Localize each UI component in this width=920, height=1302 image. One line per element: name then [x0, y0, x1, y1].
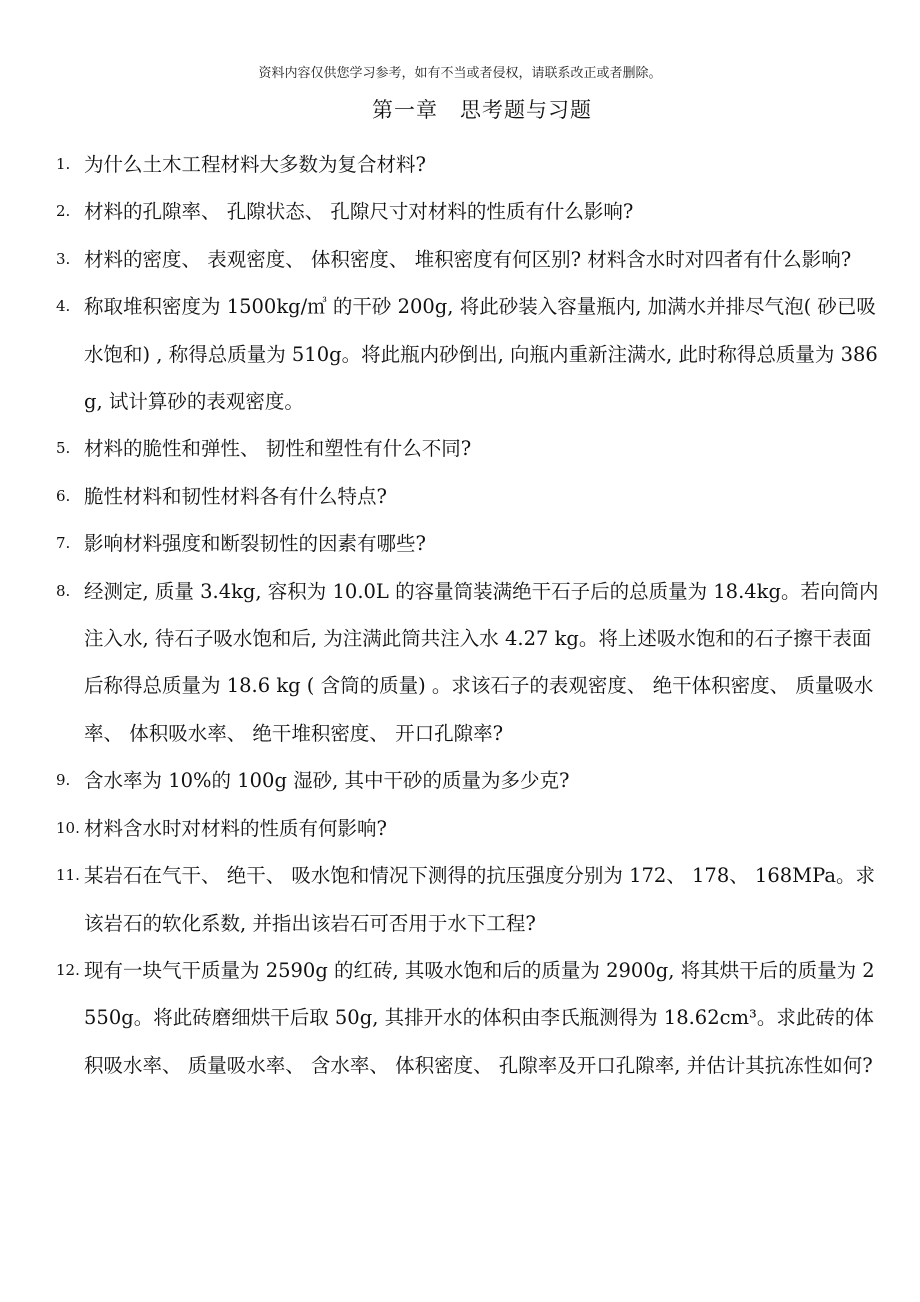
copyright-notice: 资料内容仅供您学习参考，如有不当或者侵权，请联系改正或者删除。 [258, 66, 662, 81]
question-text: 脆性材料和韧性材料各有什么特点? [84, 484, 387, 508]
question-text: 某岩石在气干、 绝干、 吸水饱和情况下测得的抗压强度分别为 172、 178、 168MPa。求该岩石的软化系数, 并指出该岩石可否用于水下工程? [84, 864, 875, 935]
question-item [0, 757, 920, 804]
question-number: 1. [56, 155, 71, 173]
question-list [0, 141, 920, 1089]
question-text: 经测定, 质量 3.4kg, 容积为 10.0L 的容量筒装满绝干石子后的总质量为 18.4kg。若向筒内注入水, 待石子吸水饱和后, 为注满此筒共注入水 4.27 kg。将上述吸水饱和的石子擦干表面后称得总质量为 18.6 kg ( 含筒的质量) 。求该石子的表观密度、 绝干体积密度、 质量吸水率、 体积吸水率、 绝干堆积密度、 开口孔隙率? [84, 579, 879, 745]
question-number: 5. [56, 439, 71, 458]
question-number: 11. [56, 866, 80, 885]
chapter-label: 第一章 [372, 98, 438, 122]
question-item [0, 141, 920, 188]
question-text: 含水率为 10%的 100g 湿砂, 其中干砂的质量为多少克? [84, 769, 570, 793]
question-text: 材料的脆性和弹性、 韧性和塑性有什么不同? [84, 437, 472, 461]
question-number: 12. [56, 960, 80, 979]
question-item [0, 520, 920, 567]
question-text: 材料含水时对材料的性质有何影响? [84, 816, 387, 840]
question-number: 6. [56, 486, 71, 505]
question-item [0, 947, 920, 1089]
question-number: 10. [56, 818, 80, 837]
question-number: 3. [56, 249, 71, 268]
question-text: 材料的密度、 表观密度、 体积密度、 堆积密度有何区别? 材料含水时对四者有什么影响? [84, 247, 852, 271]
question-number: 2. [56, 202, 71, 221]
question-item [0, 283, 920, 425]
question-number: 9. [56, 771, 71, 790]
chapter-title: 思考题与习题 [460, 98, 592, 122]
question-item [0, 805, 920, 852]
question-number: 8. [56, 581, 71, 600]
question-item [0, 473, 920, 520]
chapter-heading [0, 94, 920, 126]
question-item [0, 236, 920, 283]
question-item [0, 425, 920, 472]
question-text: 现有一块气干质量为 2590g 的红砖, 其吸水饱和后的质量为 2900g, 将其烘干后的质量为 2550g。将此砖磨细烘干后取 50g, 其排开水的体积由李氏瓶测得为 18.62cm³。求此砖的体积吸水率、 质量吸水率、 含水率、 体积密度、 孔隙率及开口孔隙率, 并估计其抗冻性如何? [84, 958, 875, 1077]
question-item [0, 188, 920, 235]
question-number: 7. [56, 534, 71, 553]
question-item [0, 852, 920, 947]
question-item [0, 568, 920, 758]
question-number: 4. [56, 297, 71, 316]
question-text: 材料的孔隙率、 孔隙状态、 孔隙尺寸对材料的性质有什么影响? [84, 200, 634, 224]
question-text: 称取堆积密度为 1500kg/㎥ 的干砂 200g, 将此砂装入容量瓶内, 加满水并排尽气泡( 砂已吸水饱和) , 称得总质量为 510g。将此瓶内砂倒出, 向瓶内重新注满水, 此时称得总质量为 386g, 试计算砂的表观密度。 [84, 295, 878, 414]
question-text: 影响材料强度和断裂韧性的因素有哪些? [84, 532, 426, 556]
question-text: 为什么土木工程材料大多数为复合材料? [84, 153, 426, 176]
